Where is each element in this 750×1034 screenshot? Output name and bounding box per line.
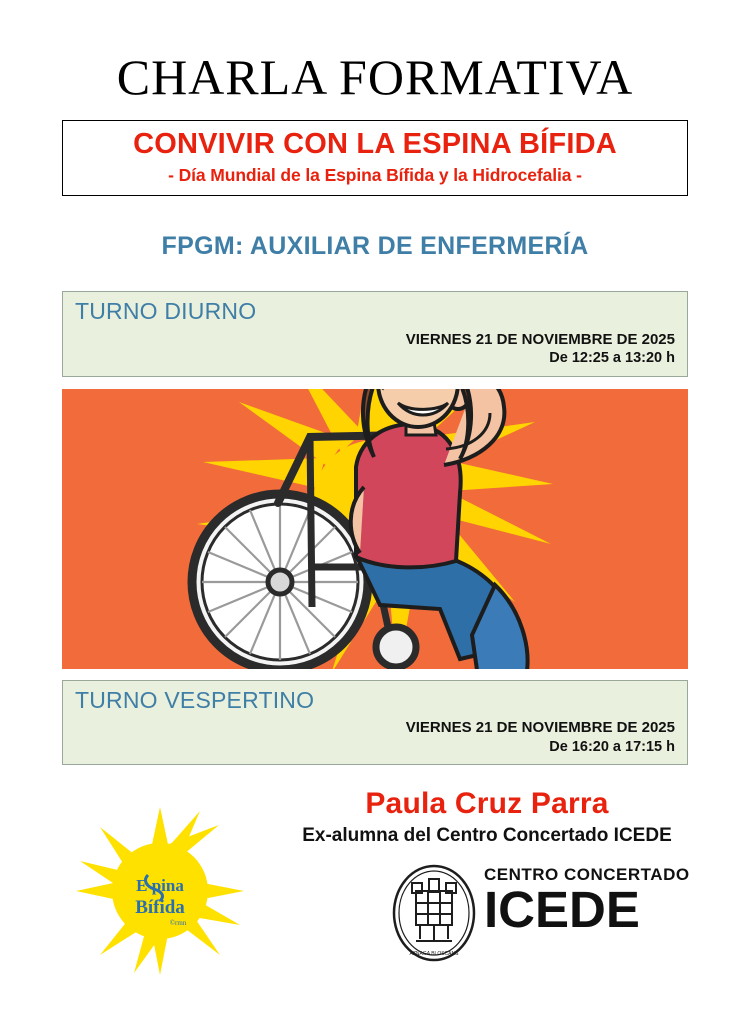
hero-artwork: [160, 389, 590, 669]
espina-bifida-logo: [74, 805, 246, 977]
icede-logo: [390, 863, 690, 963]
logo-credit: ©rmn: [169, 918, 187, 927]
shift-date: VIERNES 21 DE NOVIEMBRE DE 2025: [405, 330, 675, 348]
subtitle-main: CONVIVIR CON LA ESPINA BÍFIDA: [133, 128, 617, 160]
speaker-block: [256, 787, 718, 847]
speaker-name: Paula Cruz Parra: [365, 786, 609, 820]
shift-box-daytime: [62, 291, 688, 376]
logo-line1: E pina: [136, 875, 184, 895]
logo-line2: Bífida: [135, 896, 185, 918]
speaker-role: Ex-alumna del Centro Concertado ICEDE: [302, 824, 672, 846]
icede-crest-icon: [390, 863, 478, 963]
shift-time: De 12:25 a 13:20 h: [549, 350, 675, 367]
course-line: FPGM: AUXILIAR DE ENFERMERÍA: [161, 232, 589, 261]
icede-subtitle: CENTRO CONCERTADO: [484, 864, 690, 884]
crest-text: AZNAGA BLOSCANS: [409, 950, 459, 957]
icede-wordmark: [484, 864, 690, 938]
poster-footer: [0, 783, 750, 983]
icede-title: ICEDE: [484, 880, 640, 938]
shift-box-evening: [62, 680, 688, 765]
poster-root: [0, 48, 750, 1034]
hero-illustration: [62, 389, 688, 669]
wheelchair-woman-illustration: [160, 389, 590, 669]
sun-icon: [74, 805, 246, 977]
subtitle-sub: - Día Mundial de la Espina Bífida y la Hidrocefalia -: [168, 165, 582, 186]
subtitle-box: [62, 120, 688, 196]
shift-time: De 16:20 a 17:15 h: [549, 738, 675, 755]
shift-label: TURNO DIURNO: [75, 298, 257, 325]
shift-label: TURNO VESPERTINO: [75, 686, 315, 713]
page-title: CHARLA FORMATIVA: [116, 49, 634, 105]
shift-date: VIERNES 21 DE NOVIEMBRE DE 2025: [405, 718, 675, 736]
